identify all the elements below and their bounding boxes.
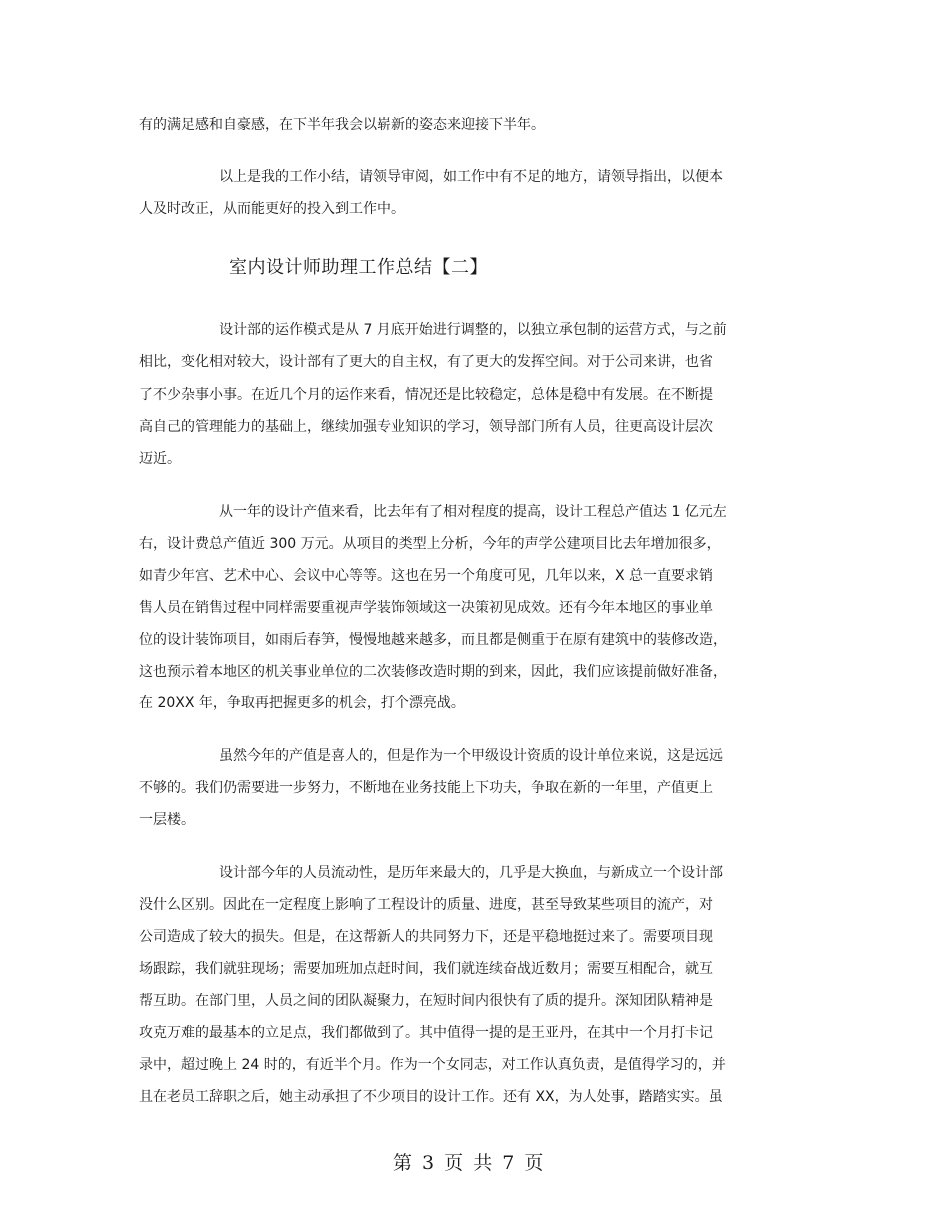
text-line: 攻克万难的最基本的立足点，我们都做到了。其中值得一提的是王亚丹，在其中一个月打卡记	[139, 1025, 713, 1041]
text-line: 不够的。我们仍需要进一步努力，不断地在业务技能上下功夫，争取在新的一年里，产值更上	[139, 780, 713, 796]
text-line: 迈近。	[139, 451, 181, 467]
text-line: 在 20XX 年，争取再把握更多的机会，打个漂亮战。	[139, 695, 465, 711]
text-line: 帮互助。在部门里，人员之间的团队凝聚力，在短时间内很快有了质的提升。深知团队精神是	[139, 993, 713, 1009]
text-line: 如青少年宫、艺术中心、会议中心等等。这也在另一个角度可见，几年以来，X 总一直要求销	[139, 568, 714, 584]
text-line: 人及时改正，从而能更好的投入到工作中。	[139, 201, 405, 217]
text-line: 一层楼。	[139, 812, 195, 828]
section-title: 室内设计师助理工作总结【二】	[229, 257, 488, 278]
text-line: 右，设计费总产值近 300 万元。从项目的类型上分析，今年的声学公建项目比去年增加很多，	[139, 536, 721, 552]
text-line: 相比，变化相对较大，设计部有了更大的自主权，有了更大的发挥空间。对于公司来讲，也省	[139, 354, 713, 370]
text-line: 没什么区别。因此在一定程度上影响了工程设计的质量、进度，甚至导致某些项目的流产，对	[139, 897, 713, 913]
text-line: 录中，超过晚上 24 时的，有近半个月。作为一个女同志，对工作认真负责，是值得学习的，并	[139, 1057, 726, 1073]
text-line: 高自己的管理能力的基础上，继续加强专业知识的学习，领导部门所有人员，往更高设计层次	[139, 419, 713, 435]
text-line: 以上是我的工作小结，请领导审阅，如工作中有不足的地方，请领导指出，以便本	[219, 169, 723, 185]
text-line: 设计部的运作模式是从 7 月底开始进行调整的，以独立承包制的运营方式，与之前	[219, 322, 727, 338]
text-line: 售人员在销售过程中同样需要重视声学装饰领域这一决策初见成效。还有今年本地区的事业单	[139, 600, 713, 616]
text-line: 这也预示着本地区的机关事业单位的二次装修改造时期的到来，因此，我们应该提前做好准备，	[139, 664, 727, 680]
text-line: 了不少杂事小事。在近几个月的运作来看，情况还是比较稳定，总体是稳中有发展。在不断提	[139, 387, 713, 403]
text-line: 设计部今年的人员流动性，是历年来最大的，几乎是大换血，与新成立一个设计部	[219, 865, 723, 881]
text-line: 虽然今年的产值是喜人的，但是作为一个甲级设计资质的设计单位来说，这是远远	[219, 748, 723, 764]
text-line: 且在老员工辞职之后，她主动承担了不少项目的设计工作。还有 XX，为人处事，踏踏实实。虽	[139, 1089, 723, 1105]
text-line: 场跟踪，我们就驻现场；需要加班加点赶时间，我们就连续奋战近数月；需要互相配合，就互	[139, 961, 713, 977]
text-line: 位的设计装饰项目，如雨后春笋，慢慢地越来越多，而且都是侧重于在原有建筑中的装修改造，	[139, 632, 727, 648]
text-line: 公司造成了较大的损失。但是，在这帮新人的共同努力下，还是平稳地挺过来了。需要项目现	[139, 929, 713, 945]
text-line: 有的满足感和自豪感，在下半年我会以崭新的姿态来迎接下半年。	[139, 117, 545, 133]
page-number-footer: 第 3 页 共 7 页	[393, 1152, 546, 1174]
text-line: 从一年的设计产值来看，比去年有了相对程度的提高，设计工程总产值达 1 亿元左	[219, 504, 727, 520]
